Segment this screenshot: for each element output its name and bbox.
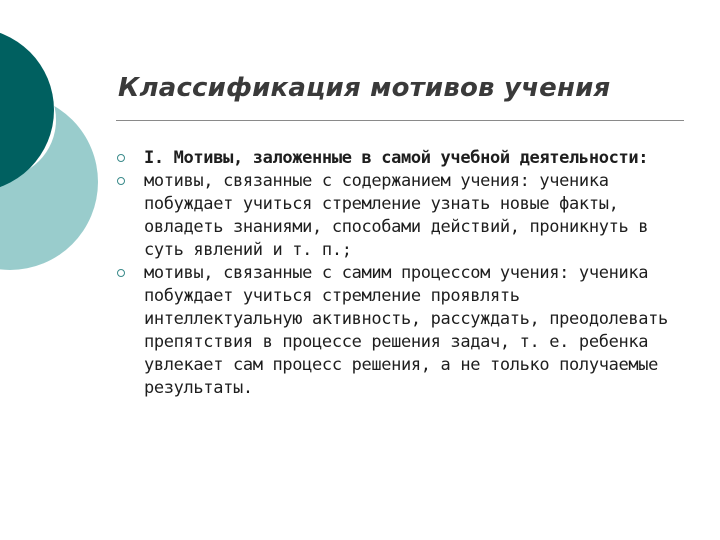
light-teal-circle <box>0 94 98 270</box>
bullet-icon <box>117 154 125 162</box>
bullet-icon <box>117 269 125 277</box>
list-item <box>116 147 676 170</box>
bullet-icon <box>117 177 125 185</box>
bullet-list <box>116 147 676 400</box>
list-item <box>116 170 676 262</box>
list-item-text: мотивы, связанные с самим процессом учения: ученика побуждает учиться стремление проявлять интеллектуальную активность, рассуждать, преодолевать препятствия в процессе решения задач, т. е. ребенка увлекает сам процесс решения, а не только получаемые результаты. <box>144 263 668 398</box>
white-ring <box>0 62 56 178</box>
dark-teal-circle <box>0 28 54 192</box>
slide-title: Классификация мотивов учения <box>118 73 611 103</box>
list-item <box>116 262 676 400</box>
list-item-text: I. Мотивы, заложенные в самой учебной деятельности: <box>144 148 649 168</box>
list-item-text: мотивы, связанные с содержанием учения: ученика побуждает учиться стремление узнать новые факты, овладеть знаниями, способами действий, проникнуть в суть явлений и т. п.; <box>144 171 649 260</box>
title-divider <box>116 120 684 121</box>
